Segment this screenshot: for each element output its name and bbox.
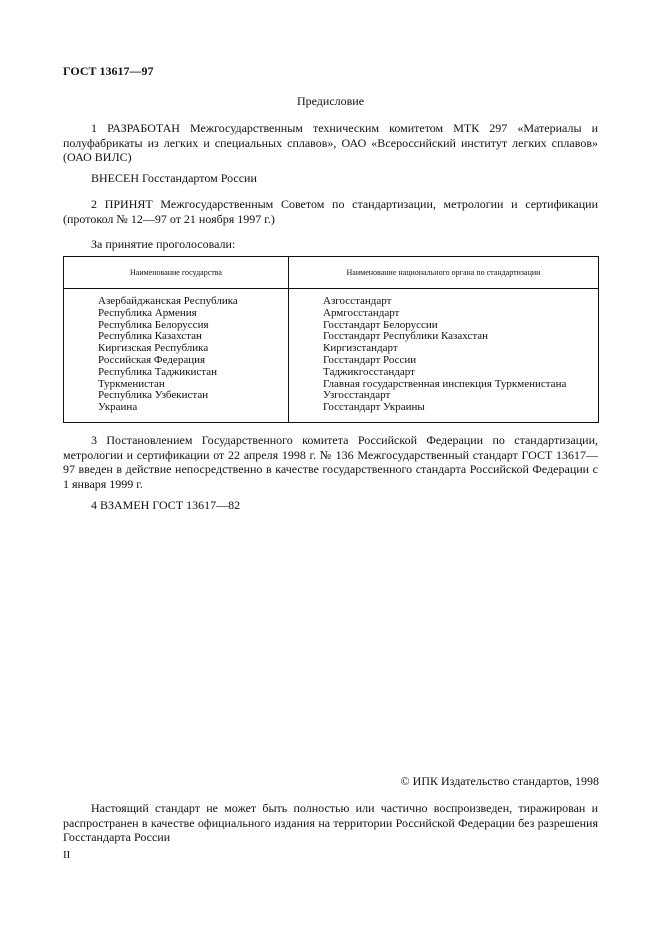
column-header-state: Наименование государства (64, 257, 289, 289)
voting-states-table (63, 256, 599, 423)
standards-body-name: Госстандарт Украины (323, 401, 425, 414)
table-row (64, 289, 599, 423)
state-name: Туркменистан (98, 377, 165, 390)
voting-intro: За принятие проголосовали: (91, 237, 236, 251)
column-header-standards-body: Наименование национального органа по стандартизации (289, 257, 599, 289)
standards-body-name: Азгосстандарт (323, 295, 392, 307)
standards-body-name: Госстандарт Республики Казахстан (323, 330, 489, 343)
state-name: Республика Армения (98, 306, 197, 319)
states-cell (64, 289, 289, 423)
standards-body-name: Главная государственная инспекция Туркменистана (323, 377, 567, 390)
standards-body-name: Киргизстандарт (323, 342, 398, 355)
state-name: Республика Казахстан (98, 330, 202, 343)
state-name: Киргизская Республика (98, 342, 209, 355)
copyright-notice: © ИПК Издательство стандартов, 1998 (400, 774, 599, 788)
paragraph-enacted-by: 3 Постановлением Государственного комитета Российской Федерации по стандартизации, метрологии и сертификации от 22 апреля 1998 г. № 136 Межгосударственный стандарт ГОСТ 13617—97 введен в действие непосредственно в качестве государственного стандарта Российской Федерации с 1 января 1999 г. (63, 433, 598, 491)
standards-body-name: Госстандарт Белоруссии (323, 318, 438, 331)
standards-body-name: Таджикгосстандарт (323, 365, 415, 378)
paragraph-introduced-by: ВНЕСЕН Госстандартом России (91, 171, 257, 185)
paragraph-developed-by: 1 РАЗРАБОТАН Межгосударственным техническим комитетом МТК 297 «Материалы и полуфабрикаты из легких и специальных сплавов», ОАО «Всероссийский институт легких сплавов» (ОАО ВИЛС) (63, 121, 598, 164)
state-name: Республика Белоруссия (98, 318, 209, 331)
state-name: Украина (98, 401, 138, 414)
state-name: Республика Таджикистан (98, 365, 217, 378)
standards-body-name: Узгосстандарт (323, 389, 391, 402)
reproduction-notice: Настоящий стандарт не может быть полностью или частично воспроизведен, тиражирован и распространен в качестве официального издания на территории Российской Федерации без разрешения Госстандарта России (63, 801, 598, 844)
paragraph-replaces: 4 ВЗАМЕН ГОСТ 13617—82 (91, 498, 241, 512)
table-header-row (64, 257, 599, 289)
page-number: II (63, 849, 71, 861)
standards-body-name: Госстандарт России (323, 353, 417, 366)
document-code: ГОСТ 13617—97 (63, 64, 154, 78)
state-name: Республика Узбекистан (98, 389, 209, 402)
standards-bodies-cell (289, 289, 599, 423)
standards-body-name: Армгосстандарт (323, 306, 400, 319)
preface-title: Предисловие (296, 94, 365, 108)
paragraph-adopted-by: 2 ПРИНЯТ Межгосударственным Советом по стандартизации, метрологии и сертификации (протокол № 12—97 от 21 ноября 1997 г.) (63, 197, 598, 226)
state-name: Азербайджанская Республика (98, 295, 238, 307)
state-name: Российская Федерация (98, 353, 206, 366)
